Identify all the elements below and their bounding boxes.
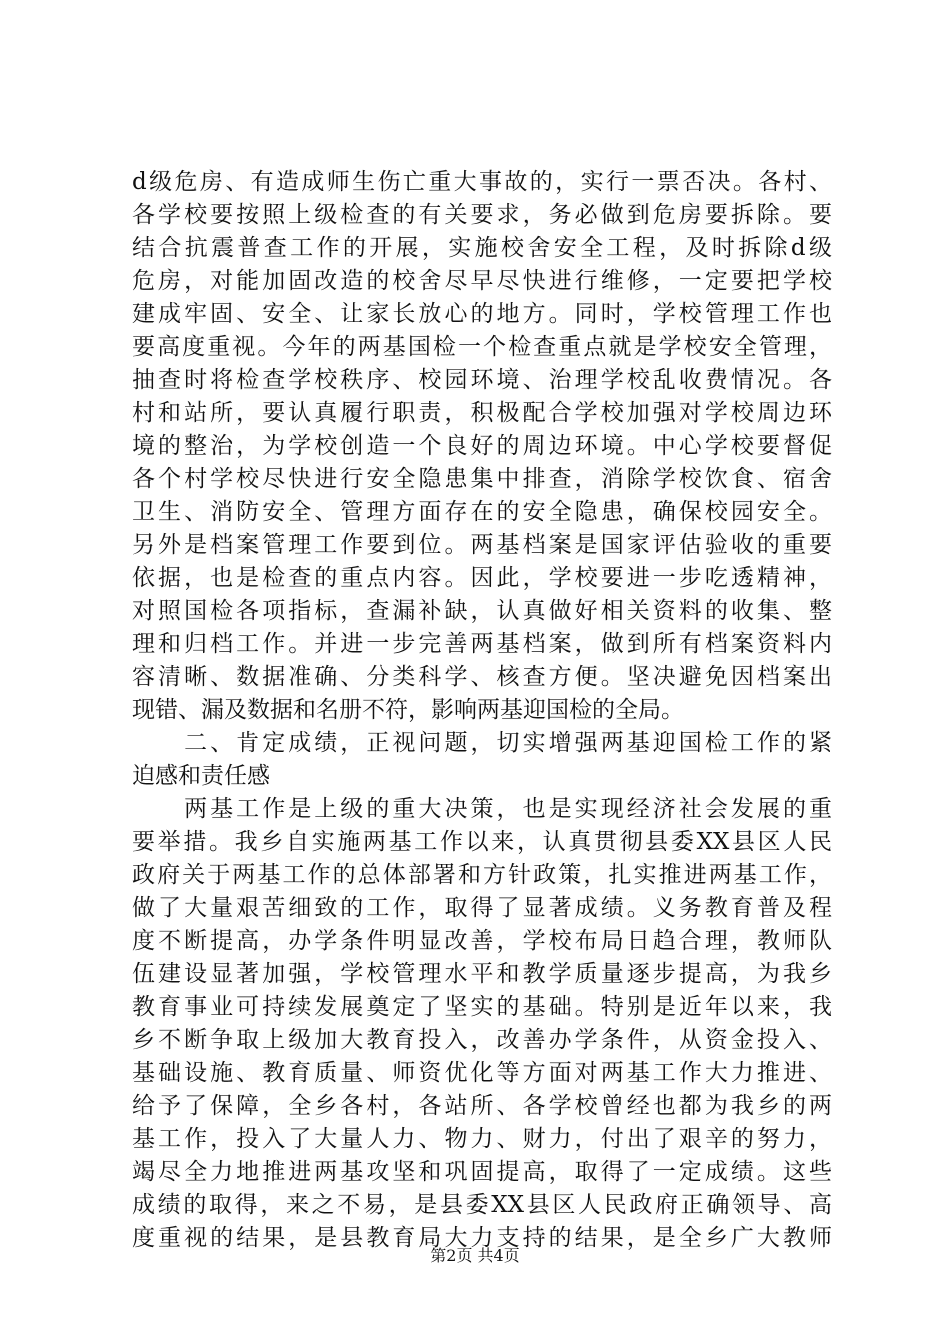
text-line: 乡不断争取上级加大教育投入，改善办学条件，从资金投入、 <box>132 1027 832 1053</box>
text-line: 依据，也是检查的重点内容。因此，学校要进一步吃透精神， <box>132 565 832 591</box>
text-line: 基工作，投入了大量人力、物力、财力，付出了艰辛的努力， <box>132 1126 832 1152</box>
text-line: 基础设施、教育质量、师资优化等方面对两基工作大力推进、 <box>132 1060 832 1086</box>
text-line: 境的整治，为学校创造一个良好的周边环境。中心学校要督促 <box>132 433 832 459</box>
text-line: 对照国检各项指标，查漏补缺，认真做好相关资料的收集、整 <box>132 598 832 624</box>
text-line: 各学校要按照上级检查的有关要求，务必做到危房要拆除。要 <box>132 202 832 228</box>
text-line: 度不断提高，办学条件明显改善，学校布局日趋合理，教师队 <box>132 928 832 954</box>
text-line: 各个村学校尽快进行安全隐患集中排查，消除学校饮食、宿舍 <box>132 466 832 492</box>
text-line: 现错、漏及数据和名册不符，影响两基迎国检的全局。 <box>132 697 684 723</box>
text-line: 迫感和责任感 <box>132 763 270 789</box>
text-line: 卫生、消防安全、管理方面存在的安全隐患，确保校园安全。 <box>132 499 832 525</box>
text-line: 两基工作是上级的重大决策，也是实现经济社会发展的重 <box>132 796 832 822</box>
text-line: 建成牢固、安全、让家长放心的地方。同时，学校管理工作也 <box>132 301 832 327</box>
text-line: 竭尽全力地推进两基攻坚和巩固提高，取得了一定成绩。这些 <box>132 1159 832 1185</box>
text-line: 抽查时将检查学校秩序、校园环境、治理学校乱收费情况。各 <box>132 367 832 393</box>
text-line: 伍建设显著加强，学校管理水平和教学质量逐步提高，为我乡 <box>132 961 832 987</box>
text-line: 成绩的取得，来之不易，是县委XX县区人民政府正确领导、高 <box>132 1192 832 1218</box>
document-body <box>132 166 832 1255</box>
text-line: 给予了保障，全乡各村，各站所、各学校曾经也都为我乡的两 <box>132 1093 832 1119</box>
text-line: 理和归档工作。并进一步完善两基档案，做到所有档案资料内 <box>132 631 832 657</box>
text-line: 另外是档案管理工作要到位。两基档案是国家评估验收的重要 <box>132 532 832 558</box>
text-line: 要举措。我乡自实施两基工作以来，认真贯彻县委XX县区人民 <box>132 829 832 855</box>
text-line: 要高度重视。今年的两基国检一个检查重点就是学校安全管理， <box>132 334 832 360</box>
text-line: 二、肯定成绩，正视问题，切实增强两基迎国检工作的紧 <box>132 730 832 756</box>
text-line: 度重视的结果，是县教育局大力支持的结果，是全乡广大教师 <box>132 1225 832 1251</box>
text-line: 容清晰、数据准确、分类科学、核查方便。坚决避免因档案出 <box>132 664 832 690</box>
text-line: 危房，对能加固改造的校舍尽早尽快进行维修，一定要把学校 <box>132 268 832 294</box>
page-footer: 第2页 共4页 <box>430 1246 520 1265</box>
text-line: 教育事业可持续发展奠定了坚实的基础。特别是近年以来，我 <box>132 994 832 1020</box>
text-line: d级危房、有造成师生伤亡重大事故的，实行一票否决。各村、 <box>132 169 832 195</box>
text-line: 政府关于两基工作的总体部署和方针政策，扎实推进两基工作， <box>132 862 832 888</box>
text-line: 结合抗震普查工作的开展，实施校舍安全工程，及时拆除d级 <box>132 235 832 261</box>
text-line: 做了大量艰苦细致的工作，取得了显著成绩。义务教育普及程 <box>132 895 832 921</box>
text-line: 村和站所，要认真履行职责，积极配合学校加强对学校周边环 <box>132 400 832 426</box>
